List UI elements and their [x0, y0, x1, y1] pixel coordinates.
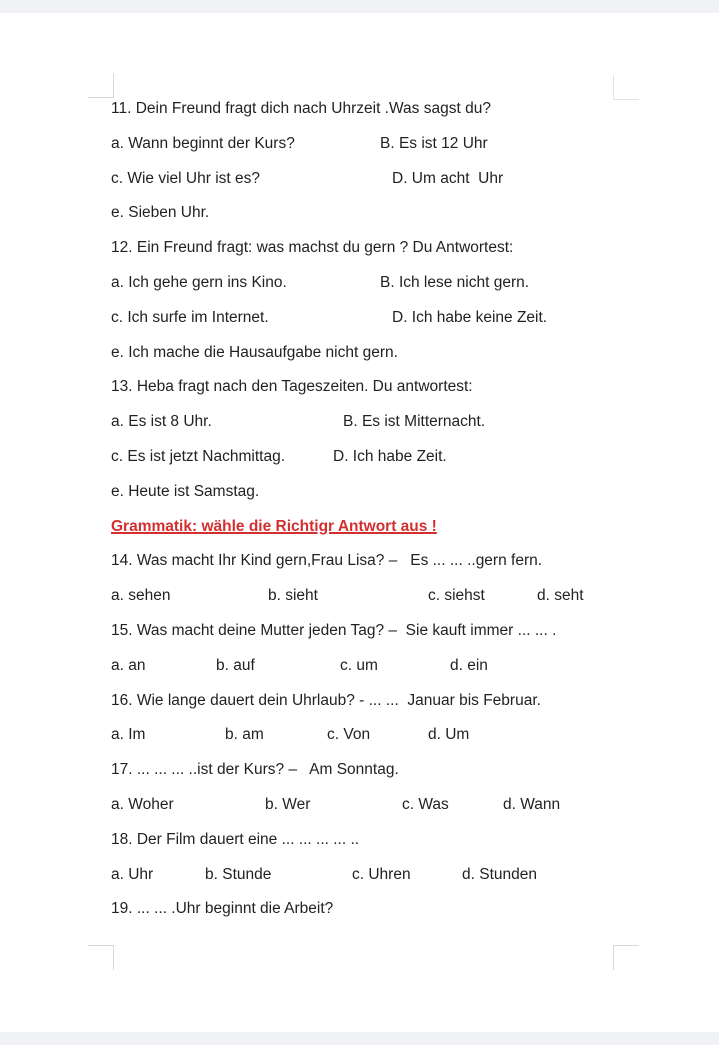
top-edge-band	[0, 0, 719, 13]
question-stem: 15. Was macht deine Mutter jeden Tag? – Sie kauft immer ... ... .	[111, 621, 557, 639]
answer-option: b. sieht	[268, 587, 318, 605]
options-row	[111, 788, 651, 823]
options-row	[111, 266, 651, 301]
question-row	[111, 544, 651, 579]
answer-option: a. sehen	[111, 587, 171, 605]
answer-option: c. Wie viel Uhr ist es?	[111, 169, 261, 187]
question-stem: 18. Der Film dauert eine ... ... ... ... ..	[111, 830, 360, 848]
answer-option: a. Ich gehe gern ins Kino.	[111, 273, 287, 291]
answer-option: B. Ich lese nicht gern.	[380, 273, 530, 291]
section-heading-row	[111, 510, 651, 545]
answer-option: B. Es ist Mitternacht.	[343, 413, 486, 431]
answer-option: e. Ich mache die Hausaufgabe nicht gern.	[111, 343, 398, 361]
question-stem: 13. Heba fragt nach den Tageszeiten. Du antwortest:	[111, 378, 473, 396]
options-row	[111, 718, 651, 753]
options-row	[111, 336, 651, 371]
options-row	[111, 196, 651, 231]
question-row	[111, 231, 651, 266]
answer-option: a. Woher	[111, 795, 174, 813]
options-row	[111, 649, 651, 684]
question-stem: 14. Was macht Ihr Kind gern,Frau Lisa? – Es ... ... ..gern fern.	[111, 552, 543, 570]
answer-option: a. an	[111, 656, 146, 674]
answer-option: e. Heute ist Samstag.	[111, 482, 260, 500]
answer-option: c. siehst	[428, 587, 485, 605]
answer-option: b. Stunde	[205, 865, 272, 883]
answer-option: d. Um	[428, 726, 470, 744]
answer-option: D. Ich habe Zeit.	[333, 447, 447, 465]
section-heading: Grammatik: wähle die Richtigr Antwort aus !	[111, 517, 437, 535]
answer-option: c. Es ist jetzt Nachmittag.	[111, 447, 285, 465]
options-row	[111, 127, 651, 162]
options-row	[111, 440, 651, 475]
answer-option: c. Von	[327, 726, 371, 744]
answer-option: c. Was	[402, 795, 449, 813]
answer-option: c. um	[340, 656, 378, 674]
answer-option: D. Um acht Uhr	[392, 169, 504, 187]
options-row	[111, 475, 651, 510]
answer-option: e. Sieben Uhr.	[111, 204, 210, 222]
answer-option: c. Ich surfe im Internet.	[111, 308, 269, 326]
options-row	[111, 405, 651, 440]
question-stem: 19. ... ... .Uhr beginnt die Arbeit?	[111, 900, 334, 918]
answer-option: b. Wer	[265, 795, 311, 813]
answer-option: b. am	[225, 726, 264, 744]
question-row	[111, 892, 651, 927]
answer-option: a. Uhr	[111, 865, 154, 883]
answer-option: b. auf	[216, 656, 255, 674]
options-row	[111, 301, 651, 336]
answer-option: D. Ich habe keine Zeit.	[392, 308, 548, 326]
question-row	[111, 614, 651, 649]
question-stem: 11. Dein Freund fragt dich nach Uhrzeit .Was sagst du?	[111, 100, 491, 117]
answer-option: d. ein	[450, 656, 488, 674]
question-stem: 17. ... ... ... ..ist der Kurs? – Am Sonntag.	[111, 761, 399, 779]
question-row	[111, 684, 651, 719]
answer-option: d. Wann	[503, 795, 561, 813]
answer-option: d. Stunden	[462, 865, 537, 883]
question-stem: 16. Wie lange dauert dein Uhrlaub? - ... ... Januar bis Februar.	[111, 691, 541, 709]
answer-option: a. Es ist 8 Uhr.	[111, 413, 212, 431]
options-row	[111, 858, 651, 893]
answer-option: c. Uhren	[352, 865, 411, 883]
question-stem: 12. Ein Freund fragt: was machst du gern ? Du Antwortest:	[111, 239, 514, 257]
answer-option: a. Im	[111, 726, 146, 744]
document-body	[111, 92, 651, 927]
options-row	[111, 579, 651, 614]
page-corner-mark-bottomleft	[88, 945, 114, 970]
options-row	[111, 162, 651, 197]
bottom-edge-band	[0, 1032, 719, 1045]
question-row	[111, 823, 651, 858]
question-row	[111, 92, 651, 127]
page-corner-mark-bottomright	[613, 945, 639, 970]
question-row	[111, 753, 651, 788]
answer-option: a. Wann beginnt der Kurs?	[111, 134, 295, 152]
answer-option: d. seht	[537, 587, 584, 605]
answer-option: B. Es ist 12 Uhr	[380, 134, 488, 152]
question-row	[111, 370, 651, 405]
